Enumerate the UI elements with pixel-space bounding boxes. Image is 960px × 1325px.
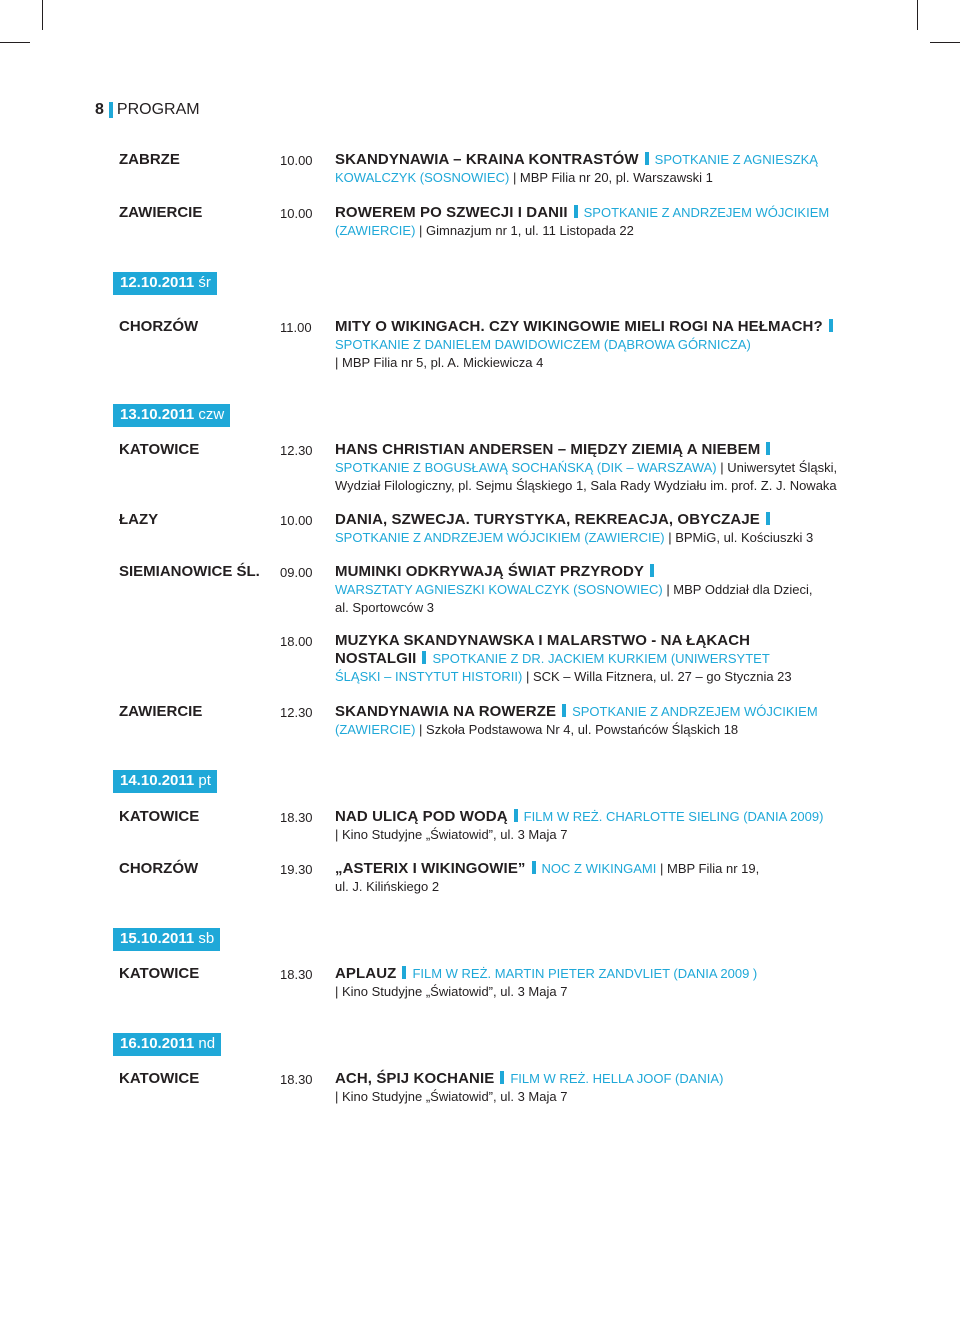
event-info: SPOTKANIE Z ANDRZEJEM WÓJCIKIEM (ZAWIERCIE) (335, 704, 818, 737)
separator-bar (766, 512, 770, 525)
event-title: ROWEREM PO SZWECJI I DANII (335, 204, 568, 221)
event-city: SIEMIANOWICE ŚL. (119, 563, 260, 580)
event-city: ZAWIERCIE (119, 703, 203, 720)
event-city: KATOWICE (119, 441, 200, 458)
weekday-label: śr (198, 274, 211, 291)
event-info: NOC Z WIKINGAMI (541, 861, 657, 876)
separator-bar (766, 442, 770, 455)
event-info: SPOTKANIE Z BOGUSŁAWĄ SOCHAŃSKĄ (DIK – WARSZAWA) (335, 460, 717, 475)
separator-bar (562, 704, 566, 717)
separator-bar (829, 319, 833, 332)
event-info: SPOTKANIE Z DR. JACKIEM KURKIEM (UNIWERSYTET ŚLĄSKI – INSTYTUT HISTORII) (335, 651, 770, 684)
event-title: MUMINKI ODKRYWAJĄ ŚWIAT PRZYRODY (335, 563, 645, 580)
event-time: 12.30 (280, 705, 313, 720)
event-time: 11.00 (280, 320, 312, 335)
weekday-label: czw (198, 406, 225, 423)
separator-bar (650, 564, 654, 577)
event-venue: | Szkoła Podstawowa Nr 4, ul. Powstańców Śląskich 18 (419, 722, 739, 737)
event-title: SKANDYNAWIA NA ROWERZE (335, 703, 557, 720)
event-venue: | Kino Studyjne „Światowid”, ul. 3 Maja 7 (335, 1089, 568, 1104)
event-city: ZAWIERCIE (119, 204, 203, 221)
weekday-label: sb (198, 930, 215, 947)
event-info: FILM W REŻ. HELLA JOOF (DANIA) (510, 1071, 724, 1086)
section-title: PROGRAM (116, 101, 200, 118)
event-venue: | Kino Studyjne „Światowid”, ul. 3 Maja 7 (335, 984, 568, 999)
date-badge (113, 1033, 221, 1056)
separator-bar (532, 861, 536, 874)
event-title: „ASTERIX I WIKINGOWIE” (335, 860, 526, 877)
event-time: 10.00 (280, 206, 313, 221)
event-city: ŁAZY (119, 511, 159, 528)
event-venue: | MBP Filia nr 19, ul. J. Kilińskiego 2 (335, 861, 760, 894)
separator-bar (500, 1071, 504, 1084)
page-number: 8 (95, 101, 104, 118)
event-title: SKANDYNAWIA – KRAINA KONTRASTÓW (335, 151, 639, 168)
event-info: SPOTKANIE Z ANDRZEJEM WÓJCIKIEM (ZAWIERCIE) (335, 530, 665, 545)
weekday-label: nd (198, 1035, 216, 1052)
crop-mark (42, 0, 43, 30)
event-venue: | MBP Oddział dla Dzieci, al. Sportowców 3 (335, 582, 813, 615)
date-badge (113, 928, 220, 951)
event-venue: | Kino Studyjne „Światowid”, ul. 3 Maja 7 (335, 827, 568, 842)
header-bar (109, 102, 113, 118)
event-title: MITY O WIKINGACH. CZY WIKINGOWIE MIELI ROGI NA HEŁMACH? (335, 318, 823, 335)
date-label: 12.10.2011 (120, 274, 195, 291)
event-info: SPOTKANIE Z ANDRZEJEM WÓJCIKIEM (ZAWIERCIE) (335, 205, 830, 238)
event-city: KATOWICE (119, 808, 200, 825)
weekday-label: pt (198, 772, 211, 789)
event-time: 18.00 (280, 634, 313, 649)
event-time: 09.00 (280, 565, 313, 580)
event-time: 18.30 (280, 967, 313, 982)
event-time: 18.30 (280, 810, 313, 825)
event-title: ACH, ŚPIJ KOCHANIE (335, 1070, 495, 1087)
event-venue: | BPMiG, ul. Kościuszki 3 (668, 530, 814, 545)
separator-bar (645, 152, 649, 165)
event-venue: | MBP Filia nr 5, pl. A. Mickiewicza 4 (335, 355, 544, 370)
event-time: 12.30 (280, 443, 313, 458)
event-title: NAD ULICĄ POD WODĄ (335, 808, 508, 825)
event-venue: | Gimnazjum nr 1, ul. 11 Listopada 22 (419, 223, 634, 238)
date-label: 14.10.2011 (120, 772, 195, 789)
crop-mark (0, 42, 30, 43)
date-badge (113, 770, 217, 793)
event-venue: | Uniwersytet Śląski, Wydział Filologiczny, pl. Sejmu Śląskiego 1, Sala Rady Wydziału im. prof. Z. J. Nowaka (335, 460, 838, 493)
event-venue: | SCK – Willa Fitznera, ul. 27 – go Stycznia 23 (525, 669, 792, 684)
page-header (95, 101, 200, 119)
date-badge (113, 272, 217, 295)
event-info: FILM W REŻ. MARTIN PIETER ZANDVLIET (DANIA 2009 ) (412, 966, 758, 981)
event-time: 18.30 (280, 1072, 313, 1087)
event-city: KATOWICE (119, 1070, 200, 1087)
event-time: 10.00 (280, 153, 313, 168)
event-city: ZABRZE (119, 151, 180, 168)
date-badge (113, 404, 230, 427)
event-title: DANIA, SZWECJA. TURYSTYKA, REKREACJA, OBYCZAJE (335, 511, 760, 528)
crop-mark (917, 0, 918, 30)
event-city: KATOWICE (119, 965, 200, 982)
event-title: APLAUZ (335, 965, 397, 982)
separator-bar (514, 809, 518, 822)
event-info: SPOTKANIE Z DANIELEM DAWIDOWICZEM (DĄBROWA GÓRNICZA) (335, 337, 751, 352)
event-info: SPOTKANIE Z AGNIESZKĄ KOWALCZYK (SOSNOWIEC) (335, 152, 818, 185)
date-label: 15.10.2011 (120, 930, 195, 947)
date-label: 16.10.2011 (120, 1035, 195, 1052)
event-city: CHORZÓW (119, 318, 199, 335)
separator-bar (402, 966, 406, 979)
event-time: 10.00 (280, 513, 313, 528)
event-time: 19.30 (280, 862, 313, 877)
event-venue: | MBP Filia nr 20, pl. Warszawski 1 (512, 170, 713, 185)
event-city: CHORZÓW (119, 860, 199, 877)
event-info: WARSZTATY AGNIESZKI KOWALCZYK (SOSNOWIEC) (335, 582, 663, 597)
date-label: 13.10.2011 (120, 406, 195, 423)
event-title: HANS CHRISTIAN ANDERSEN – MIĘDZY ZIEMIĄ A NIEBEM (335, 441, 761, 458)
event-info: FILM W REŻ. CHARLOTTE SIELING (DANIA 2009) (523, 809, 824, 824)
crop-mark (930, 42, 960, 43)
event-title: MUZYKA SKANDYNAWSKA I MALARSTWO - NA ŁĄKACH NOSTALGII (335, 632, 751, 667)
separator-bar (422, 651, 426, 664)
separator-bar (574, 205, 578, 218)
